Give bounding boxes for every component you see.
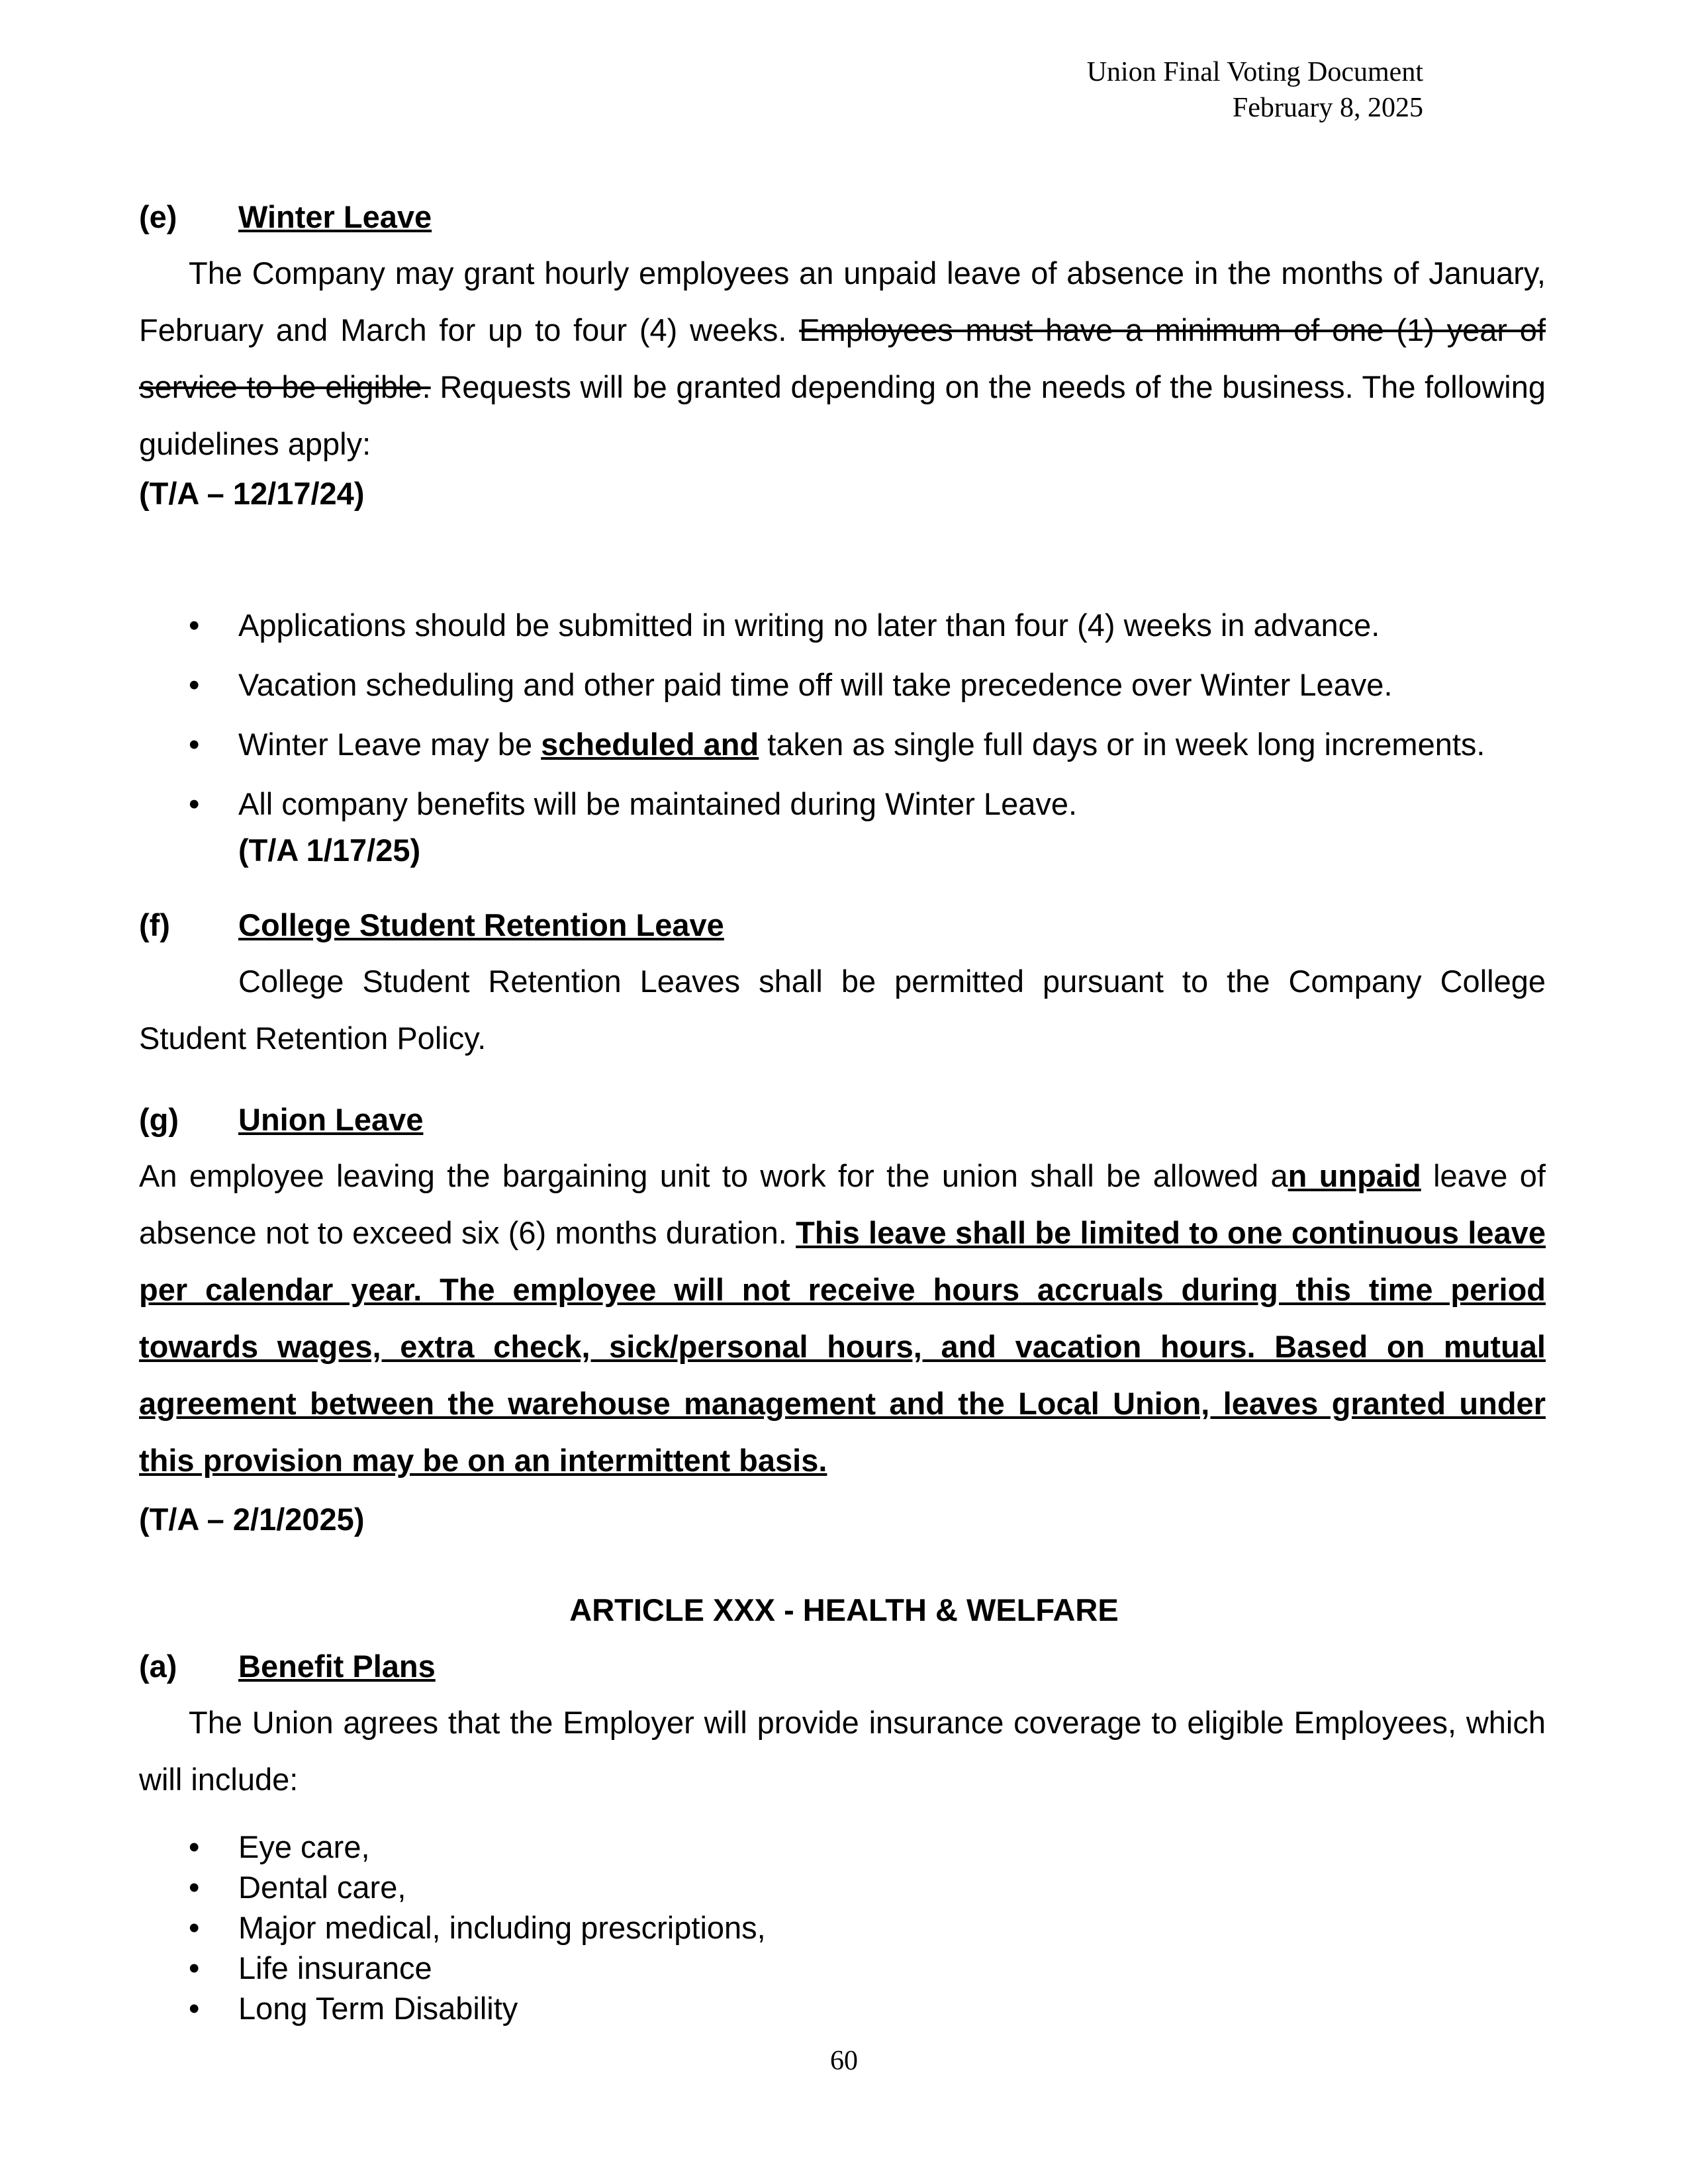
section-e-title: Winter Leave — [238, 199, 432, 234]
section-e-text-1: The Company may grant hourly employees an unpaid leave of absence in the months of January, February and March for up to four (4) weeks. — [139, 255, 1546, 347]
section-f-heading — [139, 905, 724, 945]
section-e-struck-text: Employees must have a minimum of one (1) year of service to be eligible. — [139, 312, 1546, 404]
bullet-icon: • — [189, 727, 200, 762]
section-e-heading — [139, 197, 432, 237]
benefit-item: Long Term Disability — [238, 1991, 518, 2026]
section-e-paragraph — [139, 245, 1546, 473]
bullet-icon: • — [189, 1910, 200, 1945]
section-e-ta: (T/A – 12/17/24) — [139, 476, 365, 511]
section-e-label: (e) — [139, 199, 177, 234]
section-a-paragraph: The Union agrees that the Employer will provide insurance coverage to eligible Employees, which will include: — [139, 1705, 1546, 1797]
list-item — [189, 1867, 1546, 1907]
section-f-label: (f) — [139, 907, 170, 942]
list-item — [189, 1907, 1546, 1948]
bullet-icon: • — [189, 1991, 200, 2026]
section-g-title: Union Leave — [238, 1102, 424, 1137]
section-g-heading — [139, 1100, 423, 1140]
section-a-title: Benefit Plans — [238, 1649, 436, 1684]
list-item — [189, 1827, 1546, 1867]
section-e-bullet-list — [189, 596, 1546, 834]
list-item — [189, 1988, 1546, 2028]
section-e-ta-2: (T/A 1/17/25) — [238, 833, 421, 868]
section-f-paragraph: College Student Retention Leaves shall be permitted pursuant to the Company College Student Retention Policy. — [139, 964, 1546, 1056]
section-g-added-text-2: This leave shall be limited to one continuous leave per calendar year. The employee will not receive hours accruals during this time period towards wages, extra check, sick/personal hours, and vacation hours. Based on mutual agreement between the warehouse management and the Local Union, leaves granted under this provision may be on an intermittent basis. — [139, 1215, 1546, 1478]
bullet-text: Winter Leave may be — [238, 727, 541, 762]
section-g-paragraph — [139, 1148, 1546, 1489]
section-g-label: (g) — [139, 1102, 179, 1137]
article-title: ARTICLE XXX - HEALTH & WELFARE — [569, 1592, 1119, 1627]
section-g-text-2: leave of absence not to exceed six (6) months duration. — [139, 1158, 1546, 1250]
header-title: Union Final Voting Document — [1086, 57, 1423, 87]
bullet-icon: • — [189, 786, 200, 821]
bullet-icon: • — [189, 1950, 200, 1985]
benefit-item: Major medical, including prescriptions, — [238, 1910, 766, 1945]
list-item — [189, 715, 1546, 774]
section-e-text-2: Requests will be granted depending on the needs of the business. The following guidelines apply: — [139, 369, 1546, 461]
section-g-text-1: An employee leaving the bargaining unit to work for the union shall be allowed a — [139, 1158, 1288, 1193]
section-a-label: (a) — [139, 1649, 177, 1684]
bullet-icon: • — [189, 667, 200, 702]
bullet-icon: • — [189, 1829, 200, 1864]
bullet-icon: • — [189, 1870, 200, 1905]
bullet-added-text: scheduled and — [541, 727, 759, 762]
benefit-item: Dental care, — [238, 1870, 406, 1905]
bullet-text: Applications should be submitted in writing no later than four (4) weeks in advance. — [238, 608, 1380, 643]
bullet-icon: • — [189, 608, 200, 643]
section-a-heading — [139, 1647, 436, 1686]
list-item — [189, 774, 1546, 834]
list-item — [189, 596, 1546, 655]
page-number: 60 — [830, 2046, 858, 2076]
bullet-text: All company benefits will be maintained during Winter Leave. — [238, 786, 1078, 821]
header-date: February 8, 2025 — [1232, 93, 1423, 123]
bullet-text: Vacation scheduling and other paid time off will take precedence over Winter Leave. — [238, 667, 1393, 702]
benefit-list — [189, 1827, 1546, 2028]
bullet-text: taken as single full days or in week long increments. — [759, 727, 1485, 762]
section-g-added-text-1: n unpaid — [1288, 1158, 1421, 1193]
benefit-item: Life insurance — [238, 1950, 432, 1985]
section-f-title: College Student Retention Leave — [238, 907, 724, 942]
list-item — [189, 655, 1546, 715]
section-g-ta: (T/A – 2/1/2025) — [139, 1502, 365, 1537]
list-item — [189, 1948, 1546, 1988]
benefit-item: Eye care, — [238, 1829, 370, 1864]
